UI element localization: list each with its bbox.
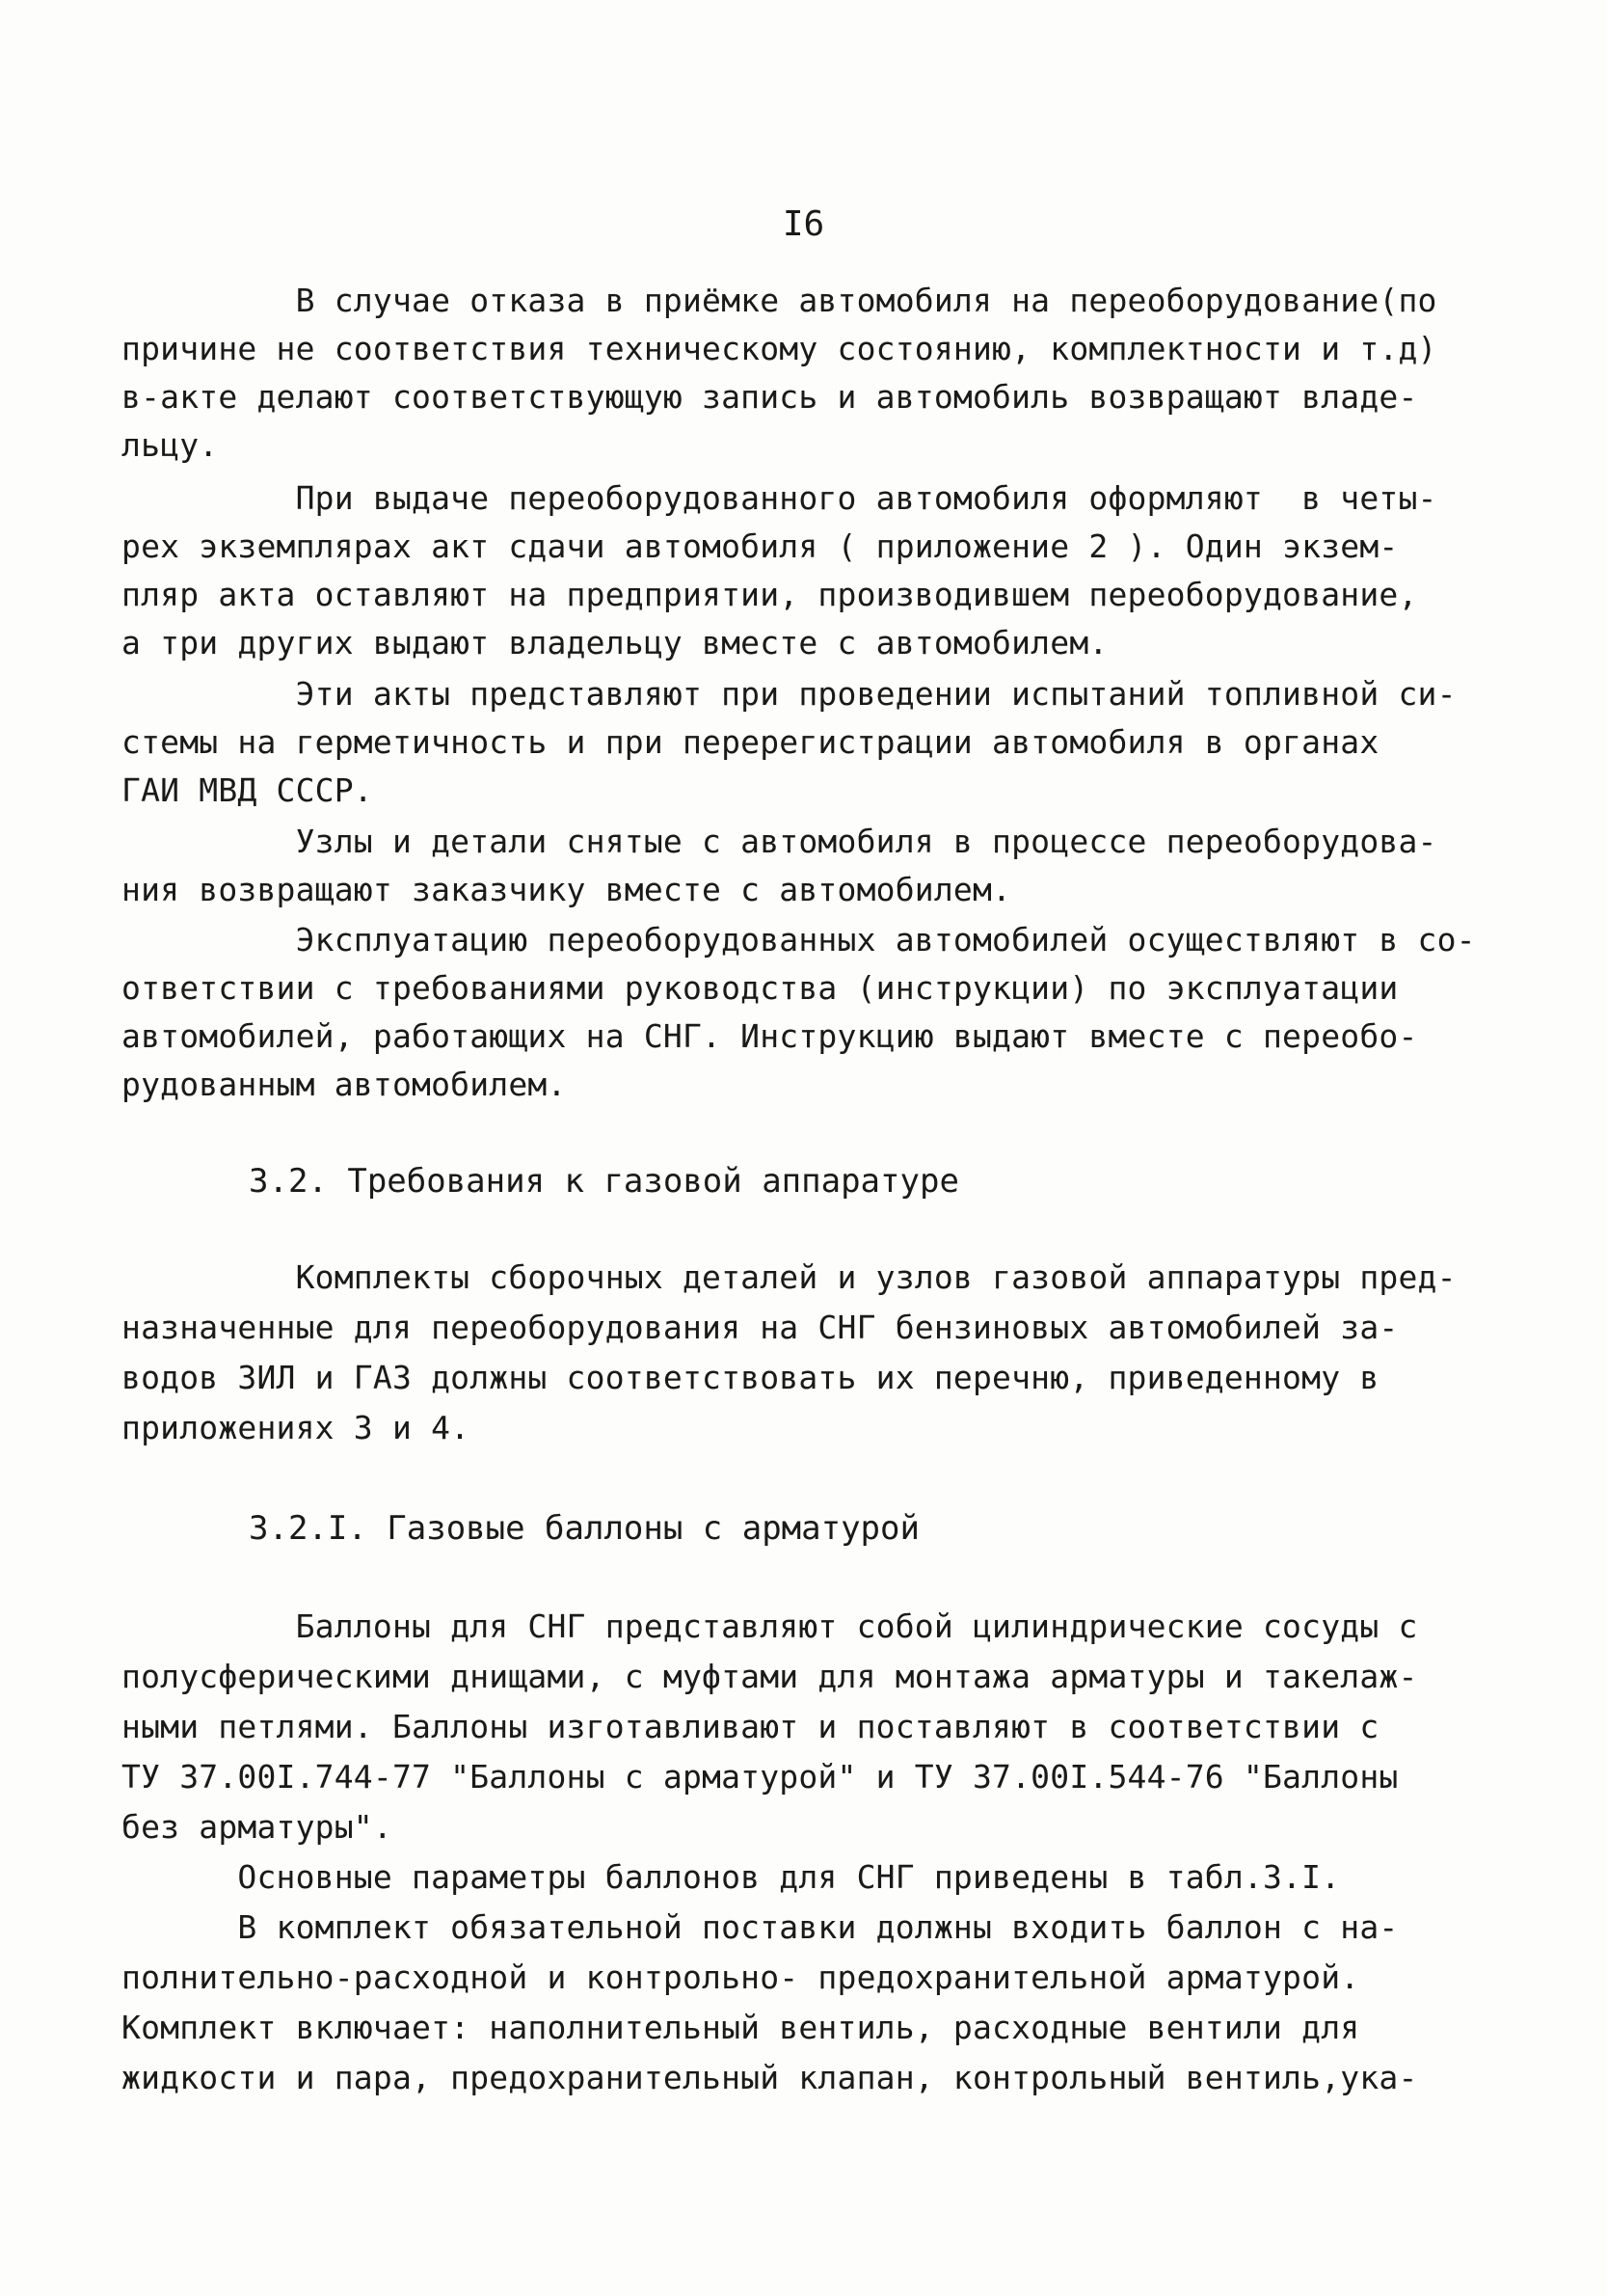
text-line: без арматуры". bbox=[121, 1808, 392, 1846]
text-line: приложениях 3 и 4. bbox=[121, 1409, 470, 1446]
text-line: Эксплуатацию переоборудованных автомобилей осуществляют в со- bbox=[121, 921, 1476, 959]
text-line: ния возвращают заказчику вместе с автомобилем. bbox=[121, 871, 1012, 908]
text-line: жидкости и пара, предохранительный клапан, контрольный вентиль,ука- bbox=[121, 2059, 1418, 2096]
text-line: В комплект обязательной поставки должны входить баллон с на- bbox=[121, 1908, 1399, 1946]
text-line: ными петлями. Баллоны изготавливают и поставляют в соответствии с bbox=[121, 1708, 1379, 1745]
text-line: льцу. bbox=[121, 426, 219, 464]
text-line: стемы на герметичность и при перерегистрации автомобиля в органах bbox=[121, 723, 1379, 761]
text-line: Основные параметры баллонов для СНГ приведены в табл.3.I. bbox=[121, 1858, 1341, 1896]
text-line: причине не соответствия техническому состоянию, комплектности и т.д) bbox=[121, 330, 1437, 367]
text-line: Баллоны для СНГ представляют собой цилиндрические сосуды с bbox=[121, 1607, 1418, 1645]
text-line: ТУ 37.00I.744-77 "Баллоны с арматурой" и ТУ 37.00I.544-76 "Баллоны bbox=[121, 1758, 1399, 1796]
text-line: При выдаче переоборудованного автомобиля оформляют в четы- bbox=[121, 479, 1437, 517]
text-line: а три других выдают владельцу вместе с автомобилем. bbox=[121, 624, 1109, 662]
text-line: рудованным автомобилем. bbox=[121, 1066, 567, 1103]
text-line: Узлы и детали снятые с автомобиля в процессе переоборудова- bbox=[121, 823, 1437, 860]
section-heading-3-2-1: 3.2.I. Газовые баллоны с арматурой bbox=[249, 1509, 920, 1548]
text-line: ГАИ МВД СССР. bbox=[121, 771, 373, 809]
text-line: в-акте делают соответствующую запись и автомобиль возвращают владе- bbox=[121, 378, 1418, 416]
text-line: назначенные для переоборудования на СНГ бензиновых автомобилей за- bbox=[121, 1309, 1399, 1346]
text-line: Комплекты сборочных деталей и узлов газовой аппаратуры пред- bbox=[121, 1258, 1457, 1296]
text-line: ответствии с требованиями руководства (инструкции) по эксплуатации bbox=[121, 969, 1399, 1007]
text-line: пляр акта оставляют на предприятии, производившем переоборудование, bbox=[121, 576, 1418, 613]
section-heading-3-2: 3.2. Требования к газовой аппаратуре bbox=[249, 1162, 959, 1201]
text-line: В случае отказа в приёмке автомобиля на переоборудование(по bbox=[121, 282, 1437, 319]
text-line: водов ЗИЛ и ГАЗ должны соответствовать их перечню, приведенному в bbox=[121, 1359, 1379, 1396]
text-line: рех экземплярах акт сдачи автомобиля ( приложение 2 ). Один экзем- bbox=[121, 527, 1399, 565]
text-line: Эти акты представляют при проведении испытаний топливной си- bbox=[121, 675, 1457, 713]
text-line: автомобилей, работающих на СНГ. Инструкцию выдают вместе с переобо- bbox=[121, 1017, 1418, 1055]
text-line: полусферическими днищами, с муфтами для монтажа арматуры и такелаж- bbox=[121, 1658, 1418, 1695]
text-line: полнительно-расходной и контрольно- предохранительной арматурой. bbox=[121, 1958, 1360, 1996]
text-line: Комплект включает: наполнительный вентиль, расходные вентили для bbox=[121, 2009, 1360, 2046]
page-number: I6 bbox=[782, 204, 825, 244]
